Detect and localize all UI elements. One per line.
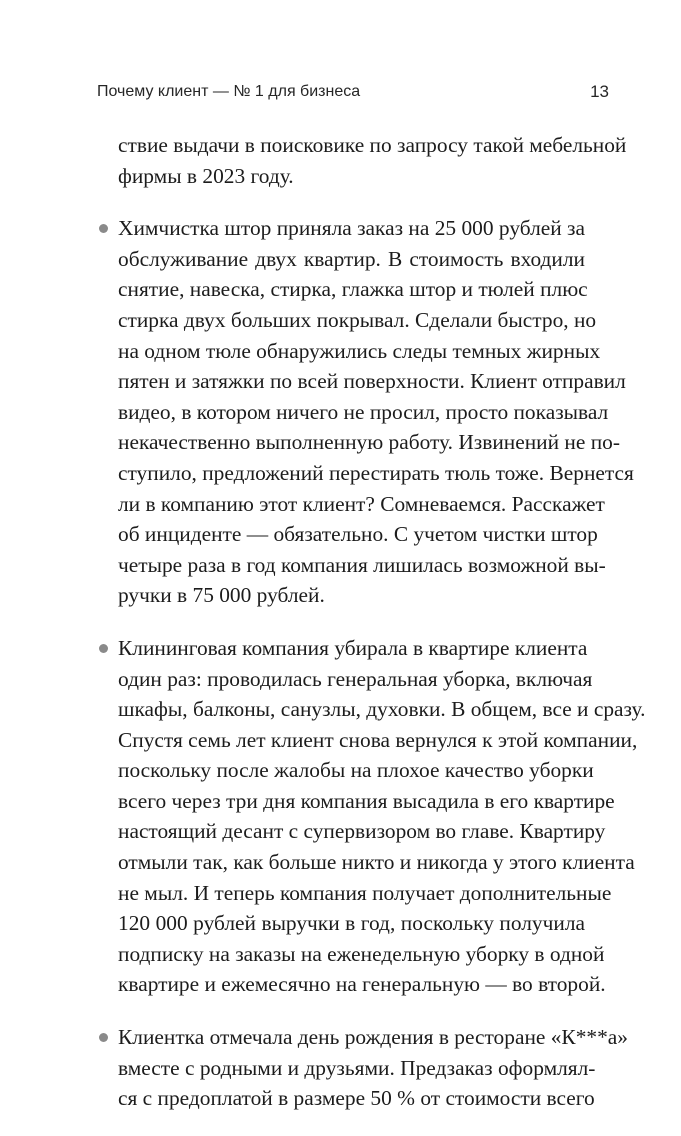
bullet-list: [118, 213, 646, 1114]
text-line: шкафы, балконы, санузлы, духовки. В общем, все и сразу.: [118, 697, 646, 722]
text-line: пятен и затяжки по всей поверхности. Клиент отправил: [118, 369, 626, 394]
bullet-item: [118, 1022, 628, 1114]
text-line: снятие, навеска, стирка, глажка штор и тюлей плюс: [118, 277, 588, 302]
text-line: об инциденте — обязательно. С учетом чистки штор: [118, 522, 598, 547]
text-line: не мыл. И теперь компания получает дополнительные: [118, 880, 612, 905]
text-line: фирмы в 2023 году.: [118, 163, 294, 188]
text-line: на одном тюле обнаружились следы темных жирных: [118, 338, 601, 363]
text-line: подписку на заказы на еженедельную уборку в одной: [118, 941, 605, 966]
text-line: настоящий десант с супервизором во главе. Квартиру: [118, 819, 606, 844]
text-line: вместе с родными и друзьями. Предзаказ оформлял-: [118, 1055, 596, 1080]
text-line: один раз: проводилась генеральная уборка, включая: [118, 666, 593, 691]
bullet-item: [118, 213, 634, 611]
text-line: Клининговая компания убирала в квартире клиента: [118, 635, 588, 660]
text-line: квартире и ежемесячно на генеральную — во второй.: [118, 972, 606, 997]
text-line: ли в компанию этот клиент? Сомневаемся. Расскажет: [118, 491, 605, 516]
bullet-dot-icon: [99, 644, 108, 653]
text-line: отмыли так, как больше никто и никогда у этого клиента: [118, 850, 635, 875]
text-line: Химчистка штор приняла заказ на 25 000 рублей за: [118, 216, 585, 241]
text-line: стирка двух больших покрывал. Сделали быстро, но: [118, 307, 597, 332]
bullet-dot-icon: [99, 1033, 108, 1042]
bullet-dot-icon: [99, 224, 108, 233]
text-line: обслуживание двух квартир. В стоимость входили: [118, 246, 585, 271]
text-line: ствие выдачи в поисковике по запросу такой мебельной: [118, 133, 627, 157]
text-line: всего через три дня компания высадила в его квартире: [118, 788, 615, 813]
text-line: Спустя семь лет клиент снова вернулся к этой компании,: [118, 727, 638, 752]
text-line: ся с предоплатой в размере 50 % от стоимости всего: [118, 1086, 595, 1111]
intro-paragraph: [118, 130, 627, 191]
header-title: Почему клиент — № 1 для бизнеса: [97, 83, 361, 100]
text-line: видео, в котором ничего не просил, просто показывал: [118, 399, 609, 424]
page-body: [118, 130, 646, 1136]
text-line: четыре раза в год компания лишилась возможной вы-: [118, 552, 606, 577]
text-line: ступило, предложений перестирать тюль тоже. Вернется: [118, 460, 634, 485]
text-line: Клиентка отмечала день рождения в ресторане «К***а»: [118, 1025, 628, 1050]
text-line: ручки в 75 000 рублей.: [118, 583, 325, 608]
page-number: 13: [590, 82, 609, 101]
text-line: некачественно выполненную работу. Извинений не по-: [118, 430, 620, 455]
text-line: поскольку после жалобы на плохое качество уборки: [118, 758, 594, 783]
bullet-item: [118, 633, 646, 1000]
running-header: [97, 80, 609, 104]
text-line: 120 000 рублей выручки в год, поскольку получила: [118, 911, 585, 936]
